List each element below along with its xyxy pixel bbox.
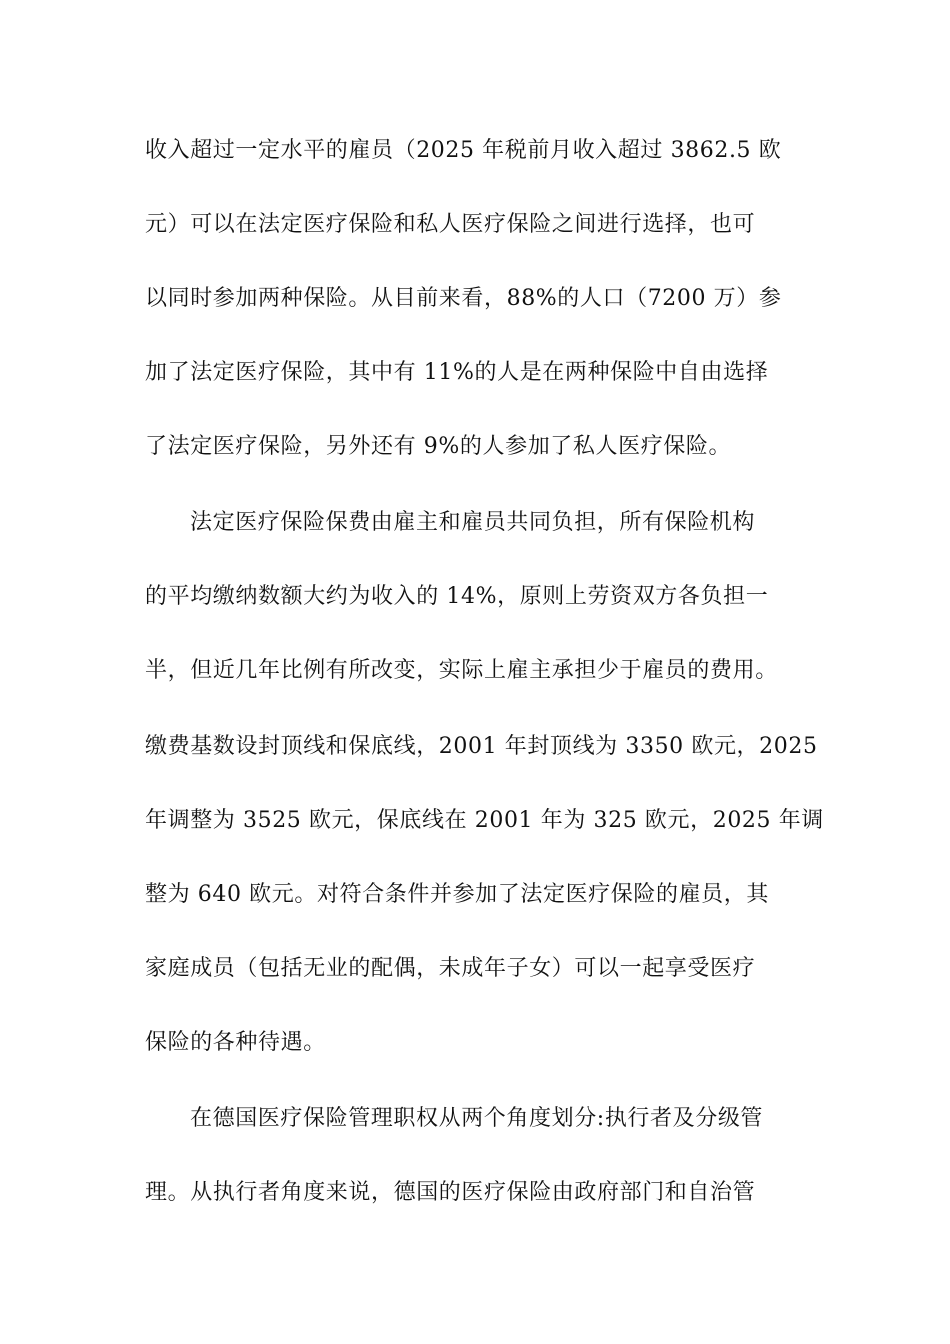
text-line-11: 整为 640 欧元。对符合条件并参加了法定医疗保险的雇员，其 bbox=[145, 882, 769, 907]
text-line-2: 元）可以在法定医疗保险和私人医疗保险之间进行选择，也可 bbox=[145, 212, 756, 237]
text-line-4: 加了法定医疗保险，其中有 11%的人是在两种保险中自由选择 bbox=[145, 360, 769, 385]
text-line-7: 的平均缴纳数额大约为收入的 14%，原则上劳资双方各负担一 bbox=[145, 584, 769, 609]
text-line-12: 家庭成员（包括无业的配偶，未成年子女）可以一起享受医疗 bbox=[145, 956, 756, 981]
text-line-8: 半，但近几年比例有所改变，实际上雇主承担少于雇员的费用。 bbox=[145, 658, 778, 683]
paragraph-3-first-line: 在德国医疗保险管理职权从两个角度划分:执行者及分级管 bbox=[190, 1106, 764, 1131]
text-line-10: 年调整为 3525 欧元，保底线在 2001 年为 325 欧元，2025 年调 bbox=[145, 808, 824, 833]
text-line-13: 保险的各种待遇。 bbox=[145, 1030, 326, 1055]
paragraph-2-first-line: 法定医疗保险保费由雇主和雇员共同负担，所有保险机构 bbox=[190, 510, 756, 535]
text-line-5: 了法定医疗保险，另外还有 9%的人参加了私人医疗保险。 bbox=[145, 434, 732, 459]
text-line-15: 理。从执行者角度来说，德国的医疗保险由政府部门和自治管 bbox=[145, 1180, 756, 1205]
text-line-3: 以同时参加两种保险。从目前来看，88%的人口（7200 万）参 bbox=[145, 286, 782, 311]
text-line-1: 收入超过一定水平的雇员（2025 年税前月收入超过 3862.5 欧 bbox=[145, 138, 782, 163]
text-line-9: 缴费基数设封顶线和保底线，2001 年封顶线为 3350 欧元，2025 bbox=[145, 734, 818, 759]
